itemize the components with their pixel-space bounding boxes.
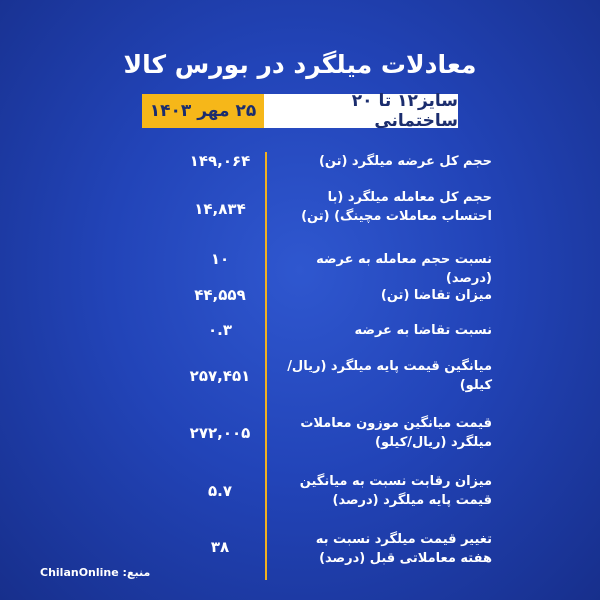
vertical-divider — [265, 152, 267, 580]
stat-label: میزان تقاضا (تن) — [380, 288, 492, 303]
stat-value: ۱۴,۸۳۴ — [194, 200, 246, 218]
stat-value: ۴۴,۵۵۹ — [194, 286, 246, 304]
stat-label: حجم کل عرضه میلگرد (تن) — [318, 154, 492, 169]
stat-label: میانگین قیمت پایه میلگرد (ریال/کیلو) — [287, 359, 492, 393]
stat-label: میزان رقابت نسبت به میانگین قیمت پایه میلگرد (درصد) — [299, 474, 492, 508]
stat-label: حجم کل معامله میلگرد (با احتساب معاملات مچینگ) (تن) — [301, 190, 492, 224]
stat-value: ۵.۷ — [207, 482, 232, 500]
stat-value: ۲۷۲,۰۰۵ — [189, 424, 251, 442]
stat-label: تغییر قیمت میلگرد نسبت به هفته معاملاتی قبل (درصد) — [315, 532, 492, 566]
stat-value: ۰.۳ — [207, 321, 232, 339]
stat-label: نسبت حجم معامله به عرضه (درصد) — [316, 252, 492, 286]
size-badge: سایز۱۲ تا ۲۰ ساختمانی — [264, 94, 458, 128]
header-banner — [142, 91, 458, 131]
source-credit: منبع: ChilanOnline — [40, 566, 151, 579]
date-badge: ۲۵ مهر ۱۴۰۳ — [142, 94, 264, 128]
stat-label: نسبت تقاضا به عرضه — [354, 323, 492, 338]
stat-label: قیمت میانگین موزون معاملات میلگرد (ریال/کیلو) — [300, 416, 492, 450]
stat-value: ۲۵۷,۴۵۱ — [189, 367, 251, 385]
stat-value: ۳۸ — [210, 538, 230, 556]
stat-value: ۱۴۹,۰۶۴ — [189, 152, 251, 170]
stat-value: ۱۰ — [210, 250, 230, 268]
page-title: معادلات میلگرد در بورس کالا — [123, 50, 477, 79]
